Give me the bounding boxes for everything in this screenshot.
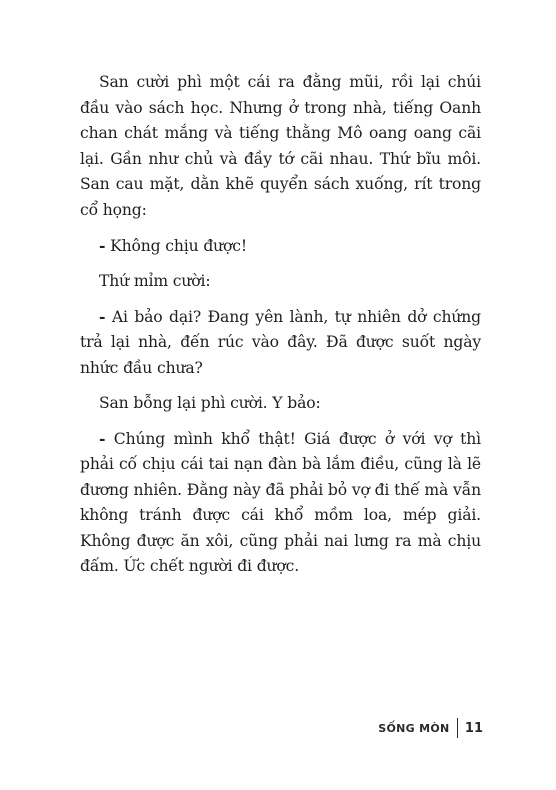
dialogue-dash: - xyxy=(99,306,106,326)
body-text xyxy=(80,70,481,589)
dialogue-paragraph xyxy=(80,426,481,580)
paragraph-text: Chúng mình khổ thật! Giá được ở với vợ thì phải cố chịu cái tai nạn đàn bà lắm điều, cũng là lẽ đương nhiên. Đằng này đã phải bỏ vợ đi thế mà vẫn không tránh được cái khổ mồm loa, mép giải. Không được ăn xôi, cũng phải nai lưng ra mà chịu đấm. Ức chết người đi được. xyxy=(80,429,482,575)
paragraph-text: Thứ mỉm cười: xyxy=(99,271,211,290)
book-title: SỐNG MÒN xyxy=(378,721,450,735)
paragraph xyxy=(80,269,481,295)
dialogue-paragraph xyxy=(80,304,481,382)
paragraph xyxy=(80,70,481,223)
paragraph-text: Không chịu được! xyxy=(110,236,247,255)
page-number: 11 xyxy=(464,720,483,736)
paragraph xyxy=(80,391,481,417)
dialogue-paragraph xyxy=(80,233,481,260)
dialogue-dash: - xyxy=(99,235,106,255)
paragraph-text: San cười phì một cái ra đằng mũi, rồi lại chúi đầu vào sách học. Nhưng ở trong nhà, tiếng Oanh chan chát mắng và tiếng thằng Mô oang oang cãi lại. Gần như chủ và đầy tớ cãi nhau. Thứ bĩu môi. San cau mặt, dằn khẽ quyển sách xuống, rít trong cổ họng: xyxy=(80,73,481,219)
dialogue-dash: - xyxy=(99,428,106,448)
paragraph-text: Ai bảo dại? Đang yên lành, tự nhiên dở chứng trả lại nhà, đến rúc vào đây. Đã được suốt ngày nhức đầu chưa? xyxy=(80,307,481,377)
page-footer xyxy=(378,716,483,740)
paragraph-text: San bỗng lại phì cười. Y bảo: xyxy=(99,393,321,412)
